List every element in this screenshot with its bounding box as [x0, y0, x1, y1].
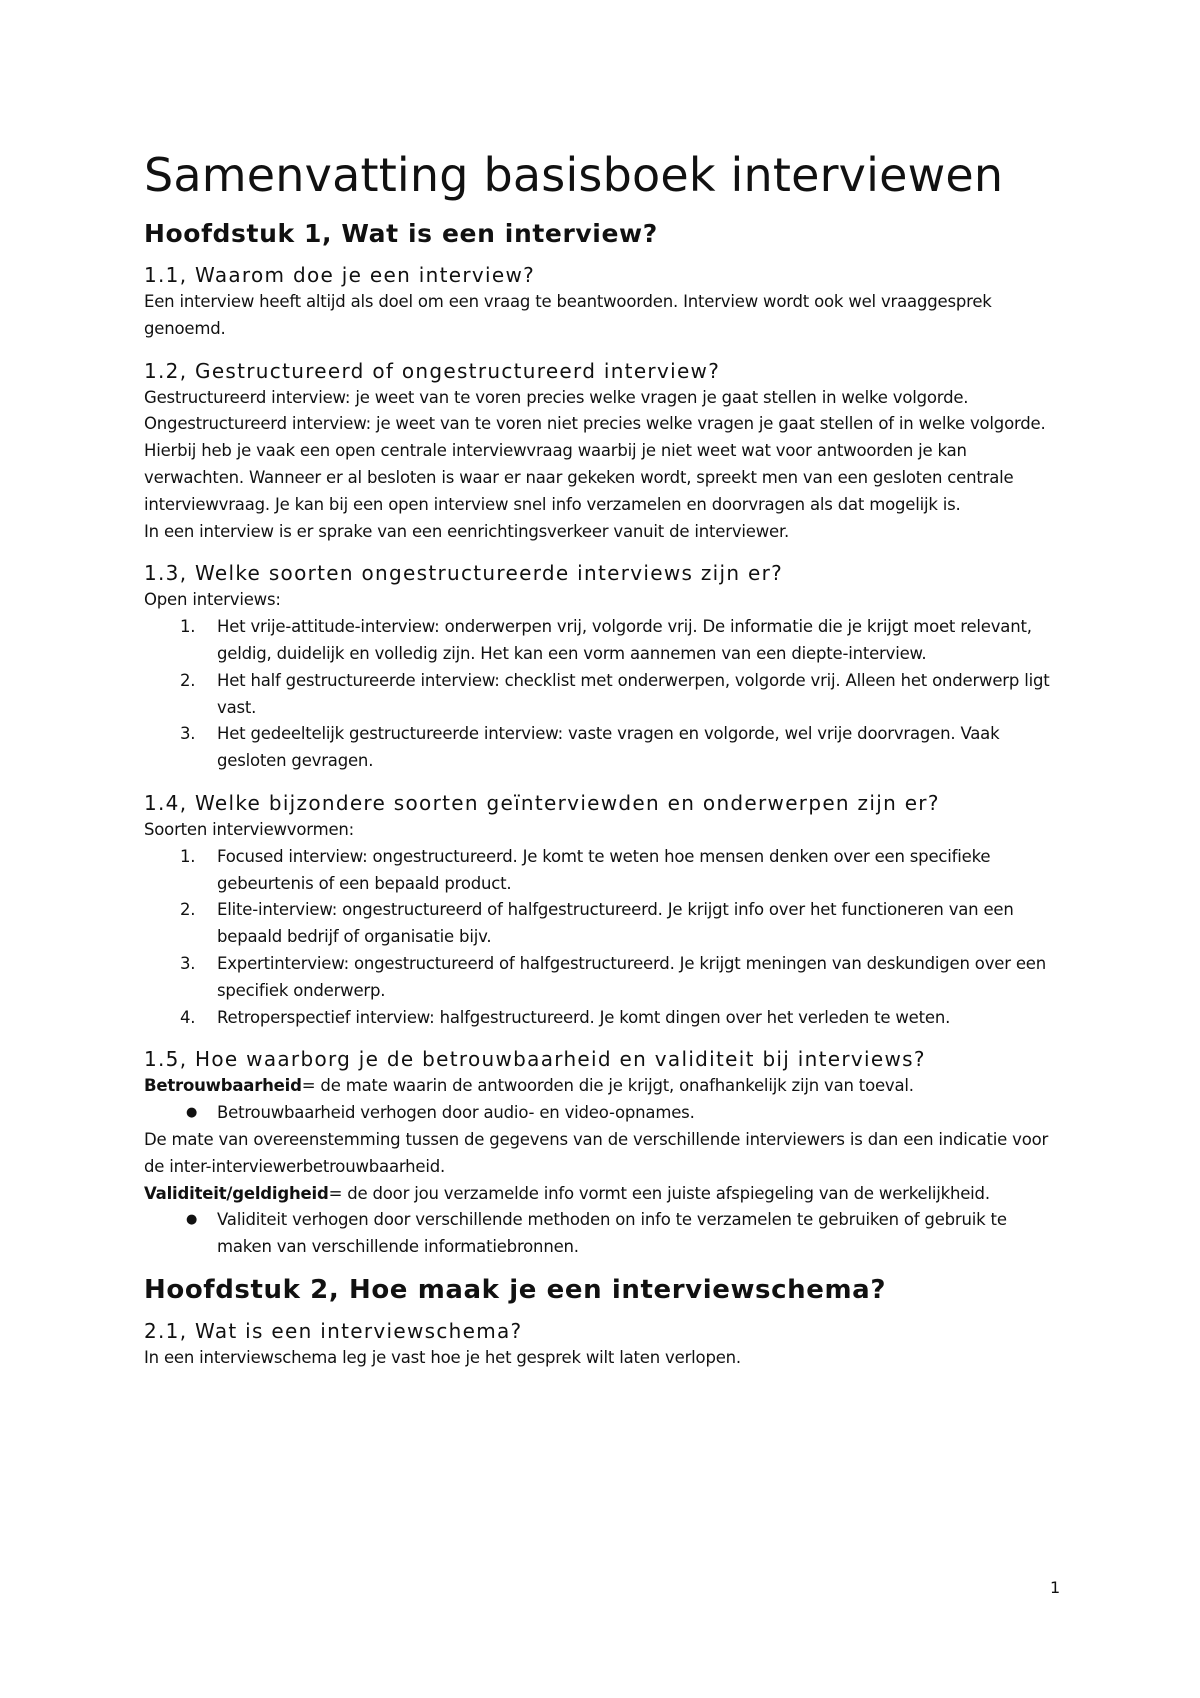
list-item-text: Het half gestructureerde interview: checklist met onderwerpen, volgorde vrij. Alleen het onderwerp ligt vast.: [217, 670, 1050, 717]
list-item: [144, 844, 1064, 898]
section-1-3-heading: 1.3, Welke soorten ongestructureerde interviews zijn er?: [144, 561, 784, 586]
bullet-icon: ●: [186, 1212, 198, 1228]
numbered-list: [144, 614, 1064, 775]
reliability-definition: [144, 1073, 1064, 1100]
reliability-term: Betrouwbaarheid: [144, 1076, 302, 1096]
bullet-icon: ●: [186, 1105, 198, 1121]
section-1-2-heading: 1.2, Gestructureerd of ongestructureerd interview?: [144, 358, 721, 383]
section-1-5-heading: 1.5, Hoe waarborg je de betrouwbaarheid en validiteit bij interviews?: [144, 1047, 926, 1072]
bullet-item-text: Validiteit verhogen door verschillende methoden on info te verzamelen te gebruiken of gebruik te maken van verschillende informatiebronnen.: [217, 1210, 1007, 1257]
section-1-3-intro: Open interviews:: [144, 590, 281, 610]
list-number: 1.: [180, 846, 196, 866]
list-number: 2.: [180, 900, 196, 920]
section-1-5-paragraph: De mate van overeenstemming tussen de gegevens van de verschillende interviewers is dan een indicatie voor de inter-interviewerbetrouwbaarheid.: [144, 1129, 1049, 1176]
list-item: [144, 668, 1064, 722]
section-1-4-intro: Soorten interviewvormen:: [144, 819, 355, 839]
section-1-1-text: Een interview heeft altijd als doel om een vraag te beantwoorden. Interview wordt ook wel vraaggesprek genoemd.: [144, 292, 992, 338]
section-2-1-heading: 2.1, Wat is een interviewschema?: [144, 1318, 523, 1343]
list-item: [144, 1005, 1064, 1032]
chapter-1-heading: Hoofdstuk 1, Wat is een interview?: [144, 219, 658, 248]
section-1-1-heading: 1.1, Waarom doe je een interview?: [144, 263, 536, 287]
reliability-definition-text: = de mate waarin de antwoorden die je krijgt, onafhankelijk zijn van toeval.: [301, 1076, 914, 1096]
list-item-text: Elite-interview: ongestructureerd of halfgestructureerd. Je krijgt info over het functioneren van een bepaald bedrijf of organisatie bijv.: [217, 900, 1014, 947]
list-item-text: Retroperspectief interview: halfgestructureerd. Je komt dingen over het verleden te weten.: [217, 1007, 951, 1027]
section-1-2-paragraph: Ongestructureerd interview: je weet van te voren niet precies welke vragen je gaat stellen of in welke volgorde. Hierbij heb je vaak een open centrale interviewvraag waarbij je niet weet wat voor antwoorden je kan verwachten. Wanneer er al besloten is waar er naar gekeken wordt, spreekt men van een gesloten centrale interviewvraag. Je kan bij een open interview snel info verzamelen en doorvragen als dat mogelijk is.: [144, 414, 1046, 514]
bullet-item-text: Betrouwbaarheid verhogen door audio- en video-opnames.: [217, 1103, 695, 1123]
list-number: 3.: [180, 724, 196, 744]
chapter-2-heading: Hoofdstuk 2, Hoe maak je een interviewschema?: [144, 1274, 887, 1305]
bullet-item: [144, 1207, 1064, 1261]
validity-definition: [144, 1181, 1064, 1208]
document-body: [144, 148, 1064, 1372]
section-1-4-heading: 1.4, Welke bijzondere soorten geïnterviewden en onderwerpen zijn er?: [144, 790, 940, 815]
list-item: [144, 721, 1064, 775]
validity-term: Validiteit/geldigheid: [144, 1183, 329, 1203]
validity-definition-text: = de door jou verzamelde info vormt een juiste afspiegeling van de werkelijkheid.: [328, 1183, 990, 1203]
section-1-2-paragraph: In een interview is er sprake van een eenrichtingsverkeer vanuit de interviewer.: [144, 521, 790, 541]
bullet-list: [144, 1100, 1064, 1127]
list-item: [144, 897, 1064, 951]
section-1-2-paragraph: Gestructureerd interview: je weet van te voren precies welke vragen je gaat stellen in welke volgorde.: [144, 387, 969, 407]
list-item-text: Focused interview: ongestructureerd. Je komt te weten hoe mensen denken over een specifieke gebeurtenis of een bepaald product.: [217, 846, 991, 893]
page-number: 1: [1050, 1578, 1061, 1597]
list-item-text: Het vrije-attitude-interview: onderwerpen vrij, volgorde vrij. De informatie die je krijgt moet relevant, geldig, duidelijk en volledig zijn. Het kan een vorm aannemen van een diepte-interview.: [217, 617, 1032, 663]
numbered-list: [144, 844, 1064, 1032]
list-item: [144, 614, 1064, 668]
list-item-text: Het gedeeltelijk gestructureerde interview: vaste vragen en volgorde, wel vrije doorvragen. Vaak gesloten gevragen.: [217, 724, 1000, 771]
list-number: 2.: [180, 670, 196, 690]
document-title: Samenvatting basisboek interviewen: [144, 148, 1004, 202]
list-number: 1.: [180, 617, 196, 637]
list-item: [144, 951, 1064, 1005]
list-number: 4.: [180, 1007, 196, 1027]
list-item-text: Expertinterview: ongestructureerd of halfgestructureerd. Je krijgt meningen van deskundigen over een specifiek onderwerp.: [217, 953, 1047, 1000]
bullet-item: [144, 1100, 1064, 1127]
list-number: 3.: [180, 953, 196, 973]
section-2-1-text: In een interviewschema leg je vast hoe je het gesprek wilt laten verlopen.: [144, 1347, 741, 1367]
bullet-list: [144, 1207, 1064, 1261]
